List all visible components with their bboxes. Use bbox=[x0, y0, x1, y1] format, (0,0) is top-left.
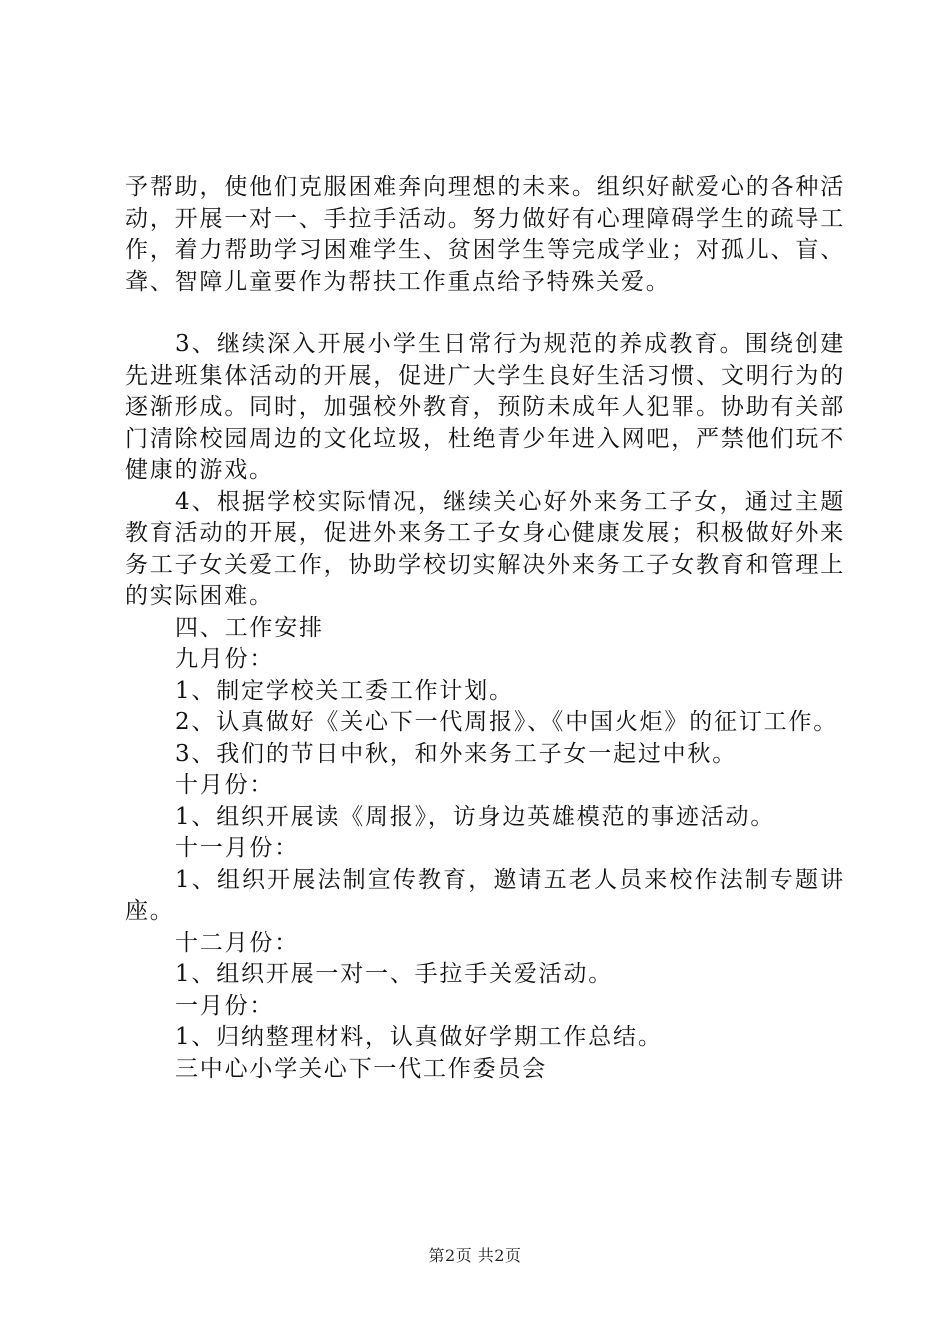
september-item-2: 2、认真做好《关心下一代周报》、《中国火炬》的征订工作。 bbox=[175, 709, 839, 735]
paragraph-gap bbox=[125, 298, 845, 329]
september-item-1: 1、制定学校关工委工作计划。 bbox=[175, 677, 514, 704]
november-item-1: 1、组织开展法制宣传教育，邀请五老人员来校作法制专题讲座。 bbox=[125, 866, 845, 924]
section-heading: 四、工作安排 bbox=[175, 614, 324, 641]
document-body bbox=[125, 172, 845, 1085]
paragraph-item-3: 3、继续深入开展小学生日常行为规范的养成教育。围绕创建先进班集体活动的开展，促进广大学生良好生活习惯、文明行为的逐渐形成。同时，加强校外教育，预防未成年人犯罪。协助有关部门清除校园周边的文化垃圾，杜绝青少年进入网吧，严禁他们玩不健康的游戏。 bbox=[125, 331, 845, 483]
december-item-1: 1、组织开展一对一、手拉手关爱活动。 bbox=[175, 961, 614, 987]
paragraph-care-activities: 予帮助，使他们克服困难奔向理想的未来。组织好献爱心的各种活动，开展一对一、手拉手活动。努力做好有心理障碍学生的疏导工作，着力帮助学习困难学生、贫困学生等完成学业；对孤儿、盲、聋、智障儿童要作为帮扶工作重点给予特殊关爱。 bbox=[125, 174, 845, 295]
signature: 三中心小学关心下一代工作委员会 bbox=[175, 1055, 547, 1082]
month-label-december: 十二月份： bbox=[175, 929, 299, 956]
october-item-1: 1、组织开展读《周报》，访身边英雄模范的事迹活动。 bbox=[175, 803, 776, 830]
september-item-3: 3、我们的节日中秋，和外来务工子女一起过中秋。 bbox=[175, 740, 738, 767]
month-label-november: 十一月份： bbox=[175, 835, 299, 861]
month-label-january: 一月份： bbox=[175, 992, 275, 1019]
month-label-october: 十月份： bbox=[175, 772, 275, 798]
paragraph-item-4: 4、根据学校实际情况，继续关心好外来务工子女，通过主题教育活动的开展，促进外来务工子女身心健康发展；积极做好外来务工子女关爱工作，协助学校切实解决外来务工子女教育和管理上的实际困难。 bbox=[125, 488, 845, 609]
january-item-1: 1、归纳整理材料，认真做好学期工作总结。 bbox=[175, 1024, 663, 1050]
page-footer: 第2页 共2页 bbox=[428, 1246, 522, 1265]
month-label-september: 九月份： bbox=[175, 646, 275, 672]
